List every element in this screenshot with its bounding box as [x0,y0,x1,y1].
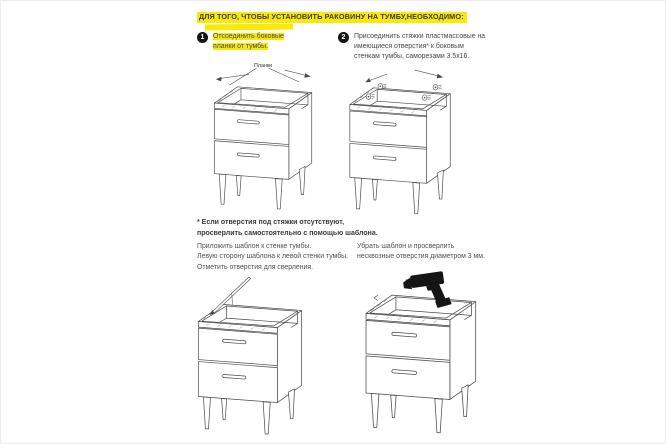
highlight-stroke [205,24,293,31]
fastener-icon [378,84,386,90]
template-note: * Если отверстия под стяжки отсутствуют, просверлить самостоятельно с помощью шаблона. [197,219,378,237]
illustration-step2-cabinet [338,59,466,217]
step-1-badge: 1 [197,32,208,43]
arrow-right-icon [437,74,443,79]
planki-label: Планки [254,62,273,69]
step-1 [197,32,297,52]
step-2-badge: 2 [338,32,349,43]
illustration-template-cabinet [186,275,318,437]
illustration-step1-cabinet [203,59,327,212]
drill-mark [374,295,378,300]
step-2 [338,32,487,62]
arrow-left-icon [216,77,222,82]
page-title: ДЛЯ ТОГО, ЧТОБЫ УСТАНОВИТЬ РАКОВИНУ НА ТУМБУ,НЕОБХОДИМО: [197,12,467,23]
instructions-left: Приложить шаблон к стенке тумбы. Левую сторону шаблона к левой стенки тумбы. Отметить отверстия для сверления. [197,243,349,271]
step-2-text: Присоединить стяжки пластмассовые на имеющиеся отверстия* к боковым стенкам тумбы, саморезами 3.5х16. [354,33,486,60]
arrow-right-icon [304,73,310,77]
fastener-icon [433,85,441,91]
instructions-right: Убрать шаблон и просверлить несквозные отверстия диаметром 3 мм. [357,243,485,261]
illustration-drill-cabinet [353,264,493,436]
step-1-text: Отсоединить боковые планки от тумбы. [213,33,284,50]
